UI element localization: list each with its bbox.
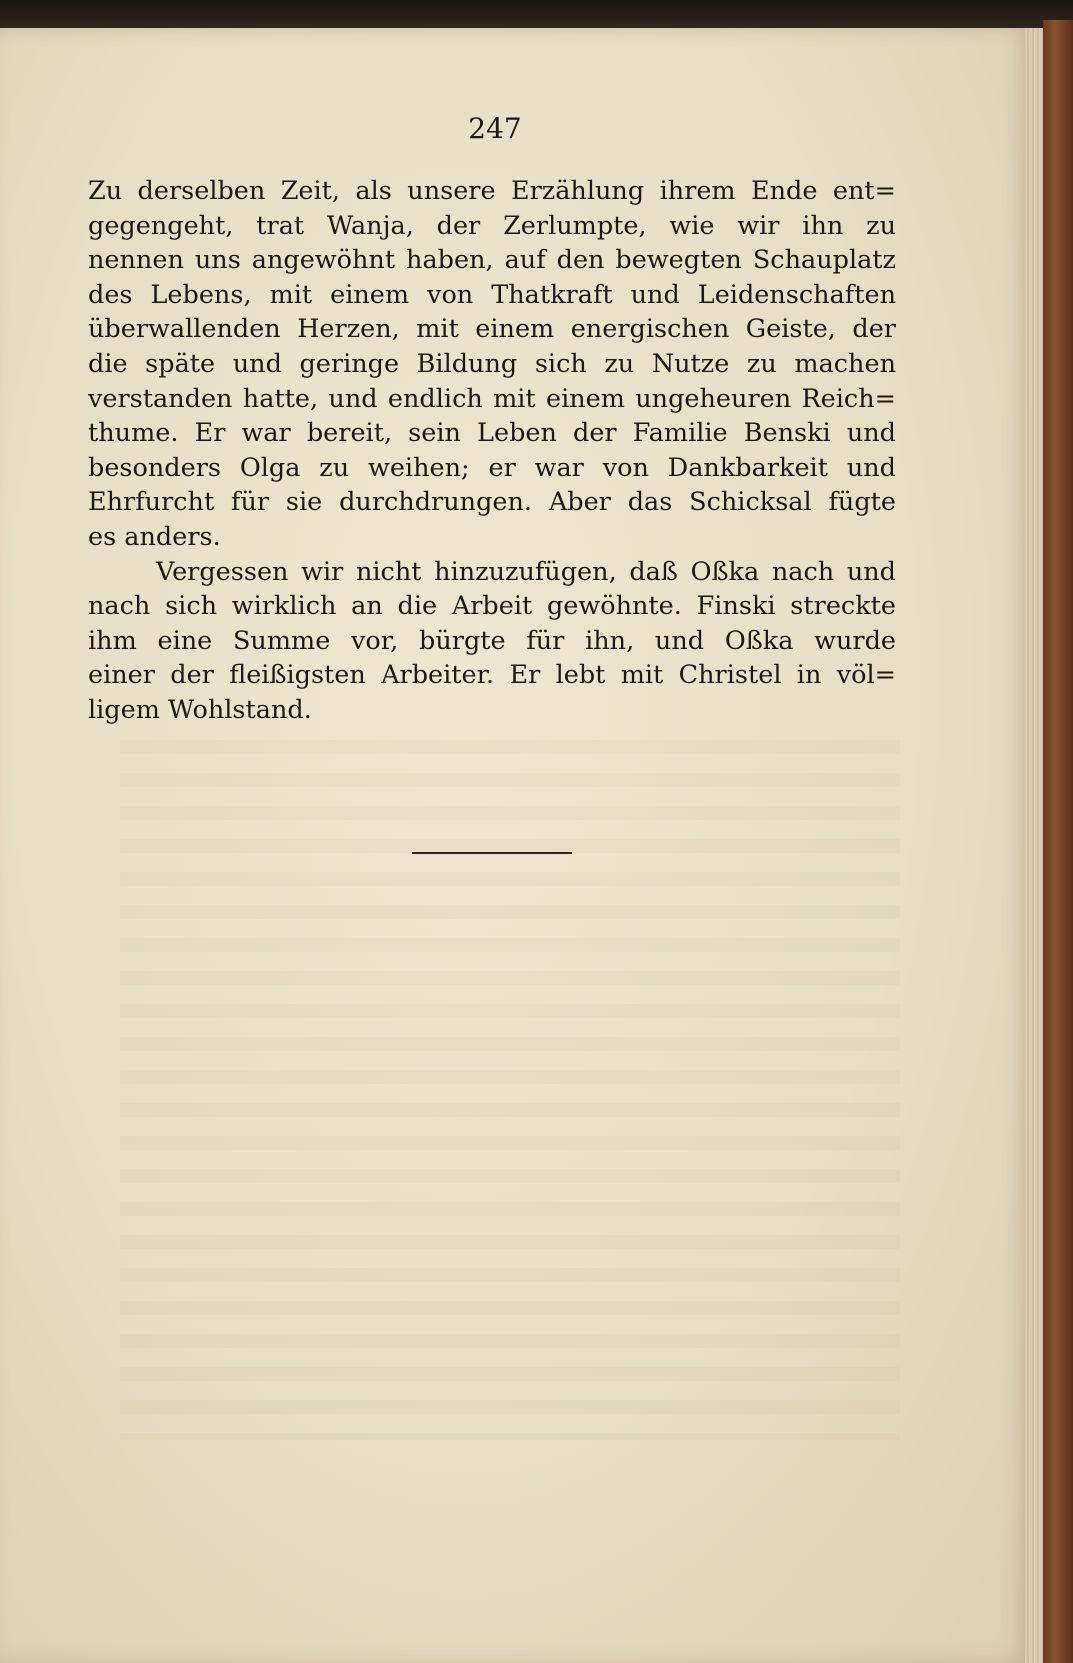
text-line: Zu derselben Zeit, als unsere Erzählung ihrem Ende ent= bbox=[88, 176, 896, 206]
text-line: einer der fleißigsten Arbeiter. Er lebt mit Christel in völ= bbox=[88, 660, 896, 691]
paragraph-1 bbox=[88, 174, 896, 555]
text-line: es anders. bbox=[88, 521, 221, 552]
page-stack-edge bbox=[1025, 28, 1043, 1663]
book-cover-edge bbox=[1043, 20, 1073, 1663]
text-line: verstanden hatte, und endlich mit einem ungeheuren Reich= bbox=[88, 383, 896, 414]
text-line: nach sich wirklich an die Arbeit gewöhnte. Finski streckte bbox=[88, 591, 896, 622]
text-line: nennen uns angewöhnt haben, auf den bewegten Schauplatz bbox=[88, 245, 896, 276]
text-line: ihm eine Summe vor, bürgte für ihn, und Oßka wurde bbox=[88, 625, 896, 656]
text-line: Ehrfurcht für sie durchdrungen. Aber das Schicksal fügte bbox=[88, 487, 896, 518]
show-through-text bbox=[120, 740, 900, 1440]
page-number: 247 bbox=[468, 112, 522, 145]
section-end-rule bbox=[412, 852, 572, 854]
text-line: gegengeht, trat Wanja, der Zerlumpte, wie wir ihn zu bbox=[88, 210, 896, 241]
paragraph-2 bbox=[88, 555, 896, 728]
text-line: des Lebens, mit einem von Thatkraft und Leidenschaften bbox=[88, 279, 896, 310]
text-line: besonders Olga zu weihen; er war von Dankbarkeit und bbox=[88, 452, 896, 483]
text-line: die späte und geringe Bildung sich zu Nutze zu machen bbox=[88, 348, 896, 379]
body-text bbox=[88, 174, 896, 728]
text-line: Vergessen wir nicht hinzuzufügen, daß Oßka nach und bbox=[156, 556, 896, 587]
text-line: überwallenden Herzen, mit einem energischen Geiste, der bbox=[88, 314, 896, 345]
text-line: thume. Er war bereit, sein Leben der Familie Benski und bbox=[88, 418, 896, 449]
text-line: ligem Wohlstand. bbox=[88, 694, 312, 725]
